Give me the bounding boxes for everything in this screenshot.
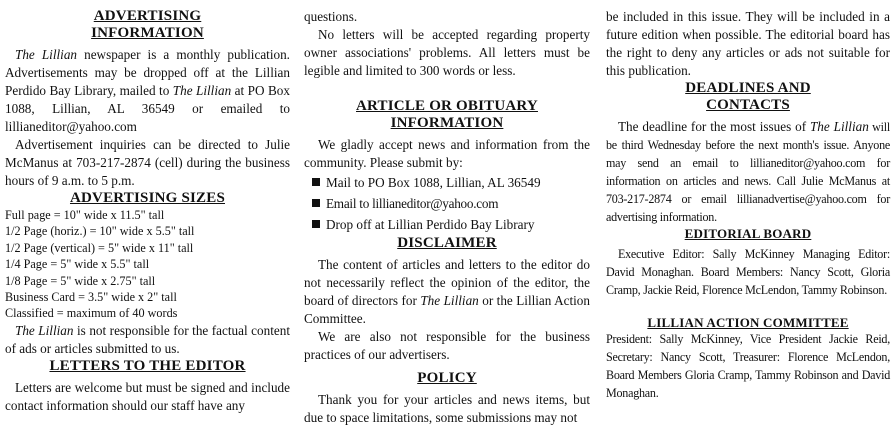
size-item: Business Card = 3.5" wide x 2" tall: [5, 290, 177, 305]
advertising-sizes-heading: ADVERTISING SIZES: [69, 190, 225, 206]
editorial-board-heading: EDITORIAL BOARD: [684, 226, 812, 241]
responsibility-paragraph: The Lillian is not responsible for the factual content of ads or articles submitted to us.: [5, 322, 290, 356]
bullet-square-icon: [312, 178, 320, 186]
disclaimer-paragraph-2: We are also not responsible for the business practices of our advertisers.: [304, 329, 590, 362]
editorial-board-paragraph: Executive Editor: Sally McKinney Managing Editor: David Monaghan. Board Members: Nancy Scott, Gloria Cramp, Jackie Reid, Florence McLendon, Tammy Robinson.: [606, 247, 890, 297]
advertising-heading-line2: INFORMATION: [91, 25, 204, 41]
policy-continued: be included in this issue. They will be included in a future edition when possible. The editorial board has the right to deny any articles or ads not suitable for this publication.: [606, 9, 890, 78]
size-item: 1/8 Page = 5" wide x 2.75" tall: [5, 273, 156, 288]
article-heading-line2: INFORMATION: [390, 115, 504, 131]
bullet-square-icon: [312, 199, 320, 207]
size-item: 1/4 Page = 5" wide x 5.5" tall: [5, 257, 150, 272]
letters-heading: LETTERS TO THE EDITOR: [49, 357, 246, 374]
letters-paragraph: Letters are welcome but must be signed and include contact information should our staff have any: [5, 379, 290, 413]
article-paragraph: We gladly accept news and information from the community. Please submit by:: [304, 137, 590, 170]
submit-option-mail: Mail to PO Box 1088, Lillian, AL 36549: [304, 172, 590, 193]
deadlines-heading-line1: DEADLINES AND: [685, 80, 811, 96]
deadlines-heading-line2: CONTACTS: [706, 97, 790, 113]
column-left: [5, 8, 290, 415]
policy-paragraph: Thank you for your articles and news items, but due to space limitations, some submissions may not: [304, 392, 590, 425]
column-middle: [304, 8, 590, 427]
bullet-square-icon: [312, 220, 320, 228]
disclaimer-paragraph-1: The content of articles and letters to the editor do not necessarily reflect the opinion of the editor, the board of directors for The Lillian or the Lillian Action Committee.: [304, 257, 590, 326]
disclaimer-heading: DISCLAIMER: [397, 235, 497, 251]
submit-option-email: Email to lillianeditor@yahoo.com: [304, 193, 590, 214]
advertising-paragraph-1: The Lillian newspaper is a monthly publication. Advertisements may be dropped off at the Lillian Perdido Bay Library, mailed to The Lillian at PO Box 1088, Lillian, AL 36549 or emailed to lillianeditor@yahoo.com: [5, 47, 290, 134]
size-item: 1/2 Page (horiz.) = 10" wide x 5.5" tall: [5, 224, 195, 239]
submit-option-dropoff: Drop off at Lillian Perdido Bay Library: [304, 214, 590, 235]
column-right: [606, 8, 890, 402]
size-item: Classified = maximum of 40 words: [5, 306, 178, 321]
action-committee-heading: LILLIAN ACTION COMMITTEE: [647, 315, 849, 330]
advertising-paragraph-2: Advertisement inquiries can be directed to Julie McManus at 703-217-2874 (cell) during the business hours of 9 a.m. to 5 p.m.: [5, 137, 290, 188]
deadlines-paragraph: The deadline for the most issues of The Lillian will be third Wednesday before the next month's issue. Anyone may send an email to lillianeditor@yahoo.com for information on articles and news. Call Julie McManus at 703-217-2874 or email lillianadvertise@yahoo.com for advertising information.: [606, 119, 890, 224]
size-item: Full page = 10" wide x 11.5" tall: [5, 208, 165, 222]
advertising-heading-line1: ADVERTISING: [93, 8, 202, 24]
submit-options-list: [304, 172, 590, 235]
letters-paragraph-2: No letters will be accepted regarding property owner associations' problems. All letters must be legible and limited to 300 words or less.: [304, 27, 590, 78]
letters-continued: questions.: [304, 9, 358, 24]
policy-heading: POLICY: [417, 370, 477, 386]
size-item: 1/2 Page (vertical) = 5" wide x 11" tall: [5, 240, 194, 255]
article-heading-line1: ARTICLE OR OBITUARY: [356, 98, 538, 114]
advertising-sizes-list: [5, 207, 290, 322]
action-committee-paragraph: President: Sally McKinney, Vice President Jackie Reid, Secretary: Nancy Scott, Treasurer: Florence McLendon, Board Members Gloria Cramp, Tammy Robinson and David Monaghan.: [606, 332, 890, 400]
